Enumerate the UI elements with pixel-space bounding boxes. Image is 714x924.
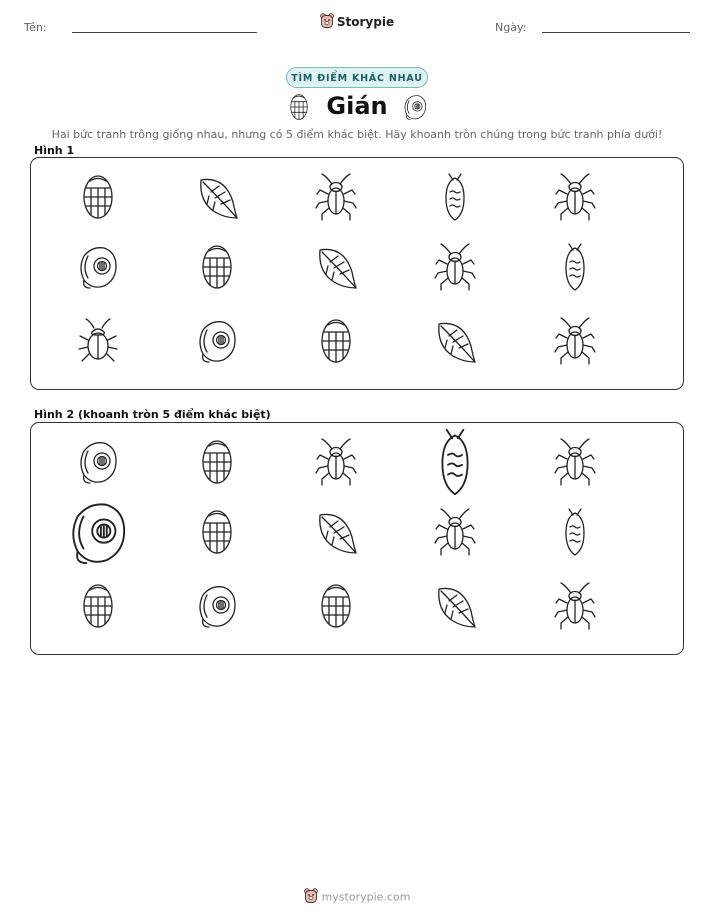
larva-icon (553, 242, 597, 296)
footer (0, 888, 714, 907)
cockroach-icon[interactable] (553, 581, 597, 635)
brand-name: Storypie (336, 15, 395, 29)
egg-case-icon (314, 316, 358, 370)
leaf-icon[interactable] (314, 507, 358, 561)
name-label: Tên: (24, 21, 47, 34)
snail-shell-icon[interactable] (76, 437, 120, 491)
leaf-icon[interactable] (433, 581, 477, 635)
cockroach-icon (553, 172, 597, 226)
beetle-icon (76, 316, 120, 370)
footer-site: mystorypie.com (321, 890, 411, 904)
date-label: Ngày: (495, 21, 527, 34)
cockroach-icon (314, 172, 358, 226)
cockroach-icon (553, 316, 597, 370)
snail-shell-icon (195, 316, 239, 370)
leaf-icon (195, 172, 239, 226)
cockroach-icon (433, 242, 477, 296)
cockroach-icon[interactable] (553, 437, 597, 491)
date-line[interactable] (542, 32, 690, 33)
picture-2-panel[interactable] (30, 422, 684, 655)
leaf-icon (314, 242, 358, 296)
leaf-icon (433, 316, 477, 370)
bear-logo-icon (320, 13, 334, 32)
egg-case-icon[interactable] (76, 581, 120, 635)
snail-shell-icon[interactable] (66, 496, 130, 573)
larva-icon[interactable] (553, 507, 597, 561)
instructions: Hai bức tranh trông giống nhau, nhưng có 5 điểm khác biệt. Hãy khoanh tròn chúng trong bức tranh phía dưới! (51, 128, 663, 141)
egg-case-icon[interactable] (195, 437, 239, 491)
egg-case-icon (195, 242, 239, 296)
name-line[interactable] (72, 32, 257, 33)
cockroach-icon[interactable] (314, 437, 358, 491)
picture-1-panel (30, 157, 684, 390)
larva-icon (433, 172, 477, 226)
cockroach-icon[interactable] (433, 507, 477, 561)
snail-shell-icon (402, 92, 428, 126)
snail-shell-icon[interactable] (195, 581, 239, 635)
worksheet-badge: TÌM ĐIỂM KHÁC NHAU (286, 67, 428, 88)
larva-icon[interactable] (424, 427, 486, 501)
egg-case-icon[interactable] (314, 581, 358, 635)
egg-case-icon[interactable] (195, 507, 239, 561)
egg-case-icon (76, 172, 120, 226)
picture-1-label: Hình 1 (34, 144, 75, 157)
snail-shell-icon (76, 242, 120, 296)
page-title: Gián (326, 92, 388, 120)
picture-2-label: Hình 2 (khoanh tròn 5 điểm khác biệt) (34, 408, 271, 421)
bear-logo-icon (304, 888, 318, 907)
brand (0, 13, 714, 32)
